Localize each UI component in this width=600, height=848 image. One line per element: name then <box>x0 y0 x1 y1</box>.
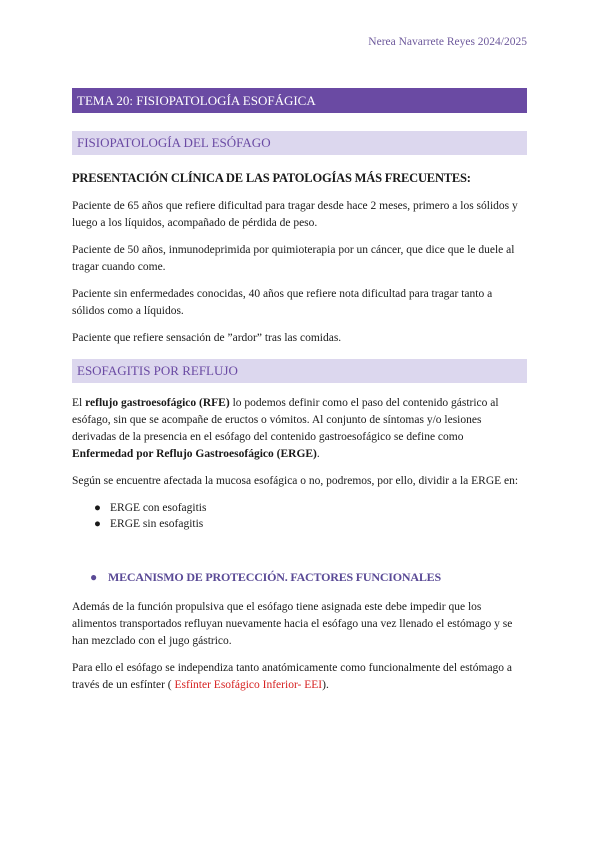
text-span: ). <box>322 679 329 691</box>
propulsive-function-paragraph: Además de la función propulsiva que el esófago tiene asignada este debe impedir que los alimentos transportados refluyan nuevamente hacia el esófago una vez llenado el estómago y se han mezclado con el jugo gástrico. <box>72 601 513 647</box>
case-paragraph-1: Paciente de 65 años que refiere dificultad para tragar desde hace 2 meses, primero a los sólidos y luego a los líquidos, acompañado de pérdida de peso. <box>72 200 518 229</box>
reflux-definition-paragraph <box>72 395 527 463</box>
header-author-year: Nerea Navarrete Reyes 2024/2025 <box>368 36 527 48</box>
case-paragraph-4: Paciente que refiere sensación de ”ardor” tras las comidas. <box>72 332 342 344</box>
bullet-icon: ● <box>94 518 101 530</box>
text-span: . <box>316 448 320 460</box>
mechanism-heading-label: MECANISMO DE PROTECCIÓN. FACTORES FUNCIONALES <box>108 570 441 584</box>
document-content <box>72 88 527 704</box>
clinical-presentation-heading: PRESENTACIÓN CLÍNICA DE LAS PATOLOGÍAS MÁS FRECUENTES: <box>72 171 471 185</box>
case-paragraph-3: Paciente sin enfermedades conocidas, 40 años que refiere nota dificultad para tragar tanto a sólidos como a líquidos. <box>72 288 493 317</box>
term-erge: Enfermedad por Reflujo Gastroesofágico (ERGE) <box>72 448 317 460</box>
bullet-icon: ● <box>90 570 98 584</box>
mechanism-heading <box>72 570 527 585</box>
text-span: El <box>72 397 86 409</box>
bullet-icon: ● <box>94 502 101 514</box>
list-item-label: ERGE sin esofagitis <box>110 518 204 530</box>
sphincter-paragraph <box>72 660 527 694</box>
case-paragraph-2: Paciente de 50 años, inmunodeprimida por quimioterapia por un cáncer, que dice que le duele al tragar cuando come. <box>72 244 515 273</box>
topic-title-band: TEMA 20: FISIOPATOLOGÍA ESOFÁGICA <box>72 88 527 113</box>
text-span: lo podemos definir como el paso del contenido gástrico al esófago, sin que se acompañe de eructos o vómitos. Al conjunto de síntomas y/o lesiones derivadas de la presencia en el esófago del contenido gastroesofágico se define como <box>72 397 499 443</box>
erge-types-list <box>72 500 527 532</box>
section-title-fisiopatologia: FISIOPATOLOGÍA DEL ESÓFAGO <box>72 131 527 155</box>
list-item <box>94 516 527 532</box>
erge-division-paragraph: Según se encuentre afectada la mucosa esofágica o no, podremos, por ello, dividir a la ERGE en: <box>72 475 519 487</box>
term-rfe: reflujo gastroesofágico (RFE) <box>85 397 230 409</box>
section-title-esofagitis: ESOFAGITIS POR REFLUJO <box>72 359 527 383</box>
list-item <box>94 500 527 516</box>
term-eei: Esfínter Esofágico Inferior- EEI <box>171 679 323 691</box>
text-span: Para ello el esófago se independiza tanto anatómicamente como funcionalmente del estómago a través de un esfínter ( <box>72 662 513 691</box>
list-item-label: ERGE con esofagitis <box>110 502 207 514</box>
